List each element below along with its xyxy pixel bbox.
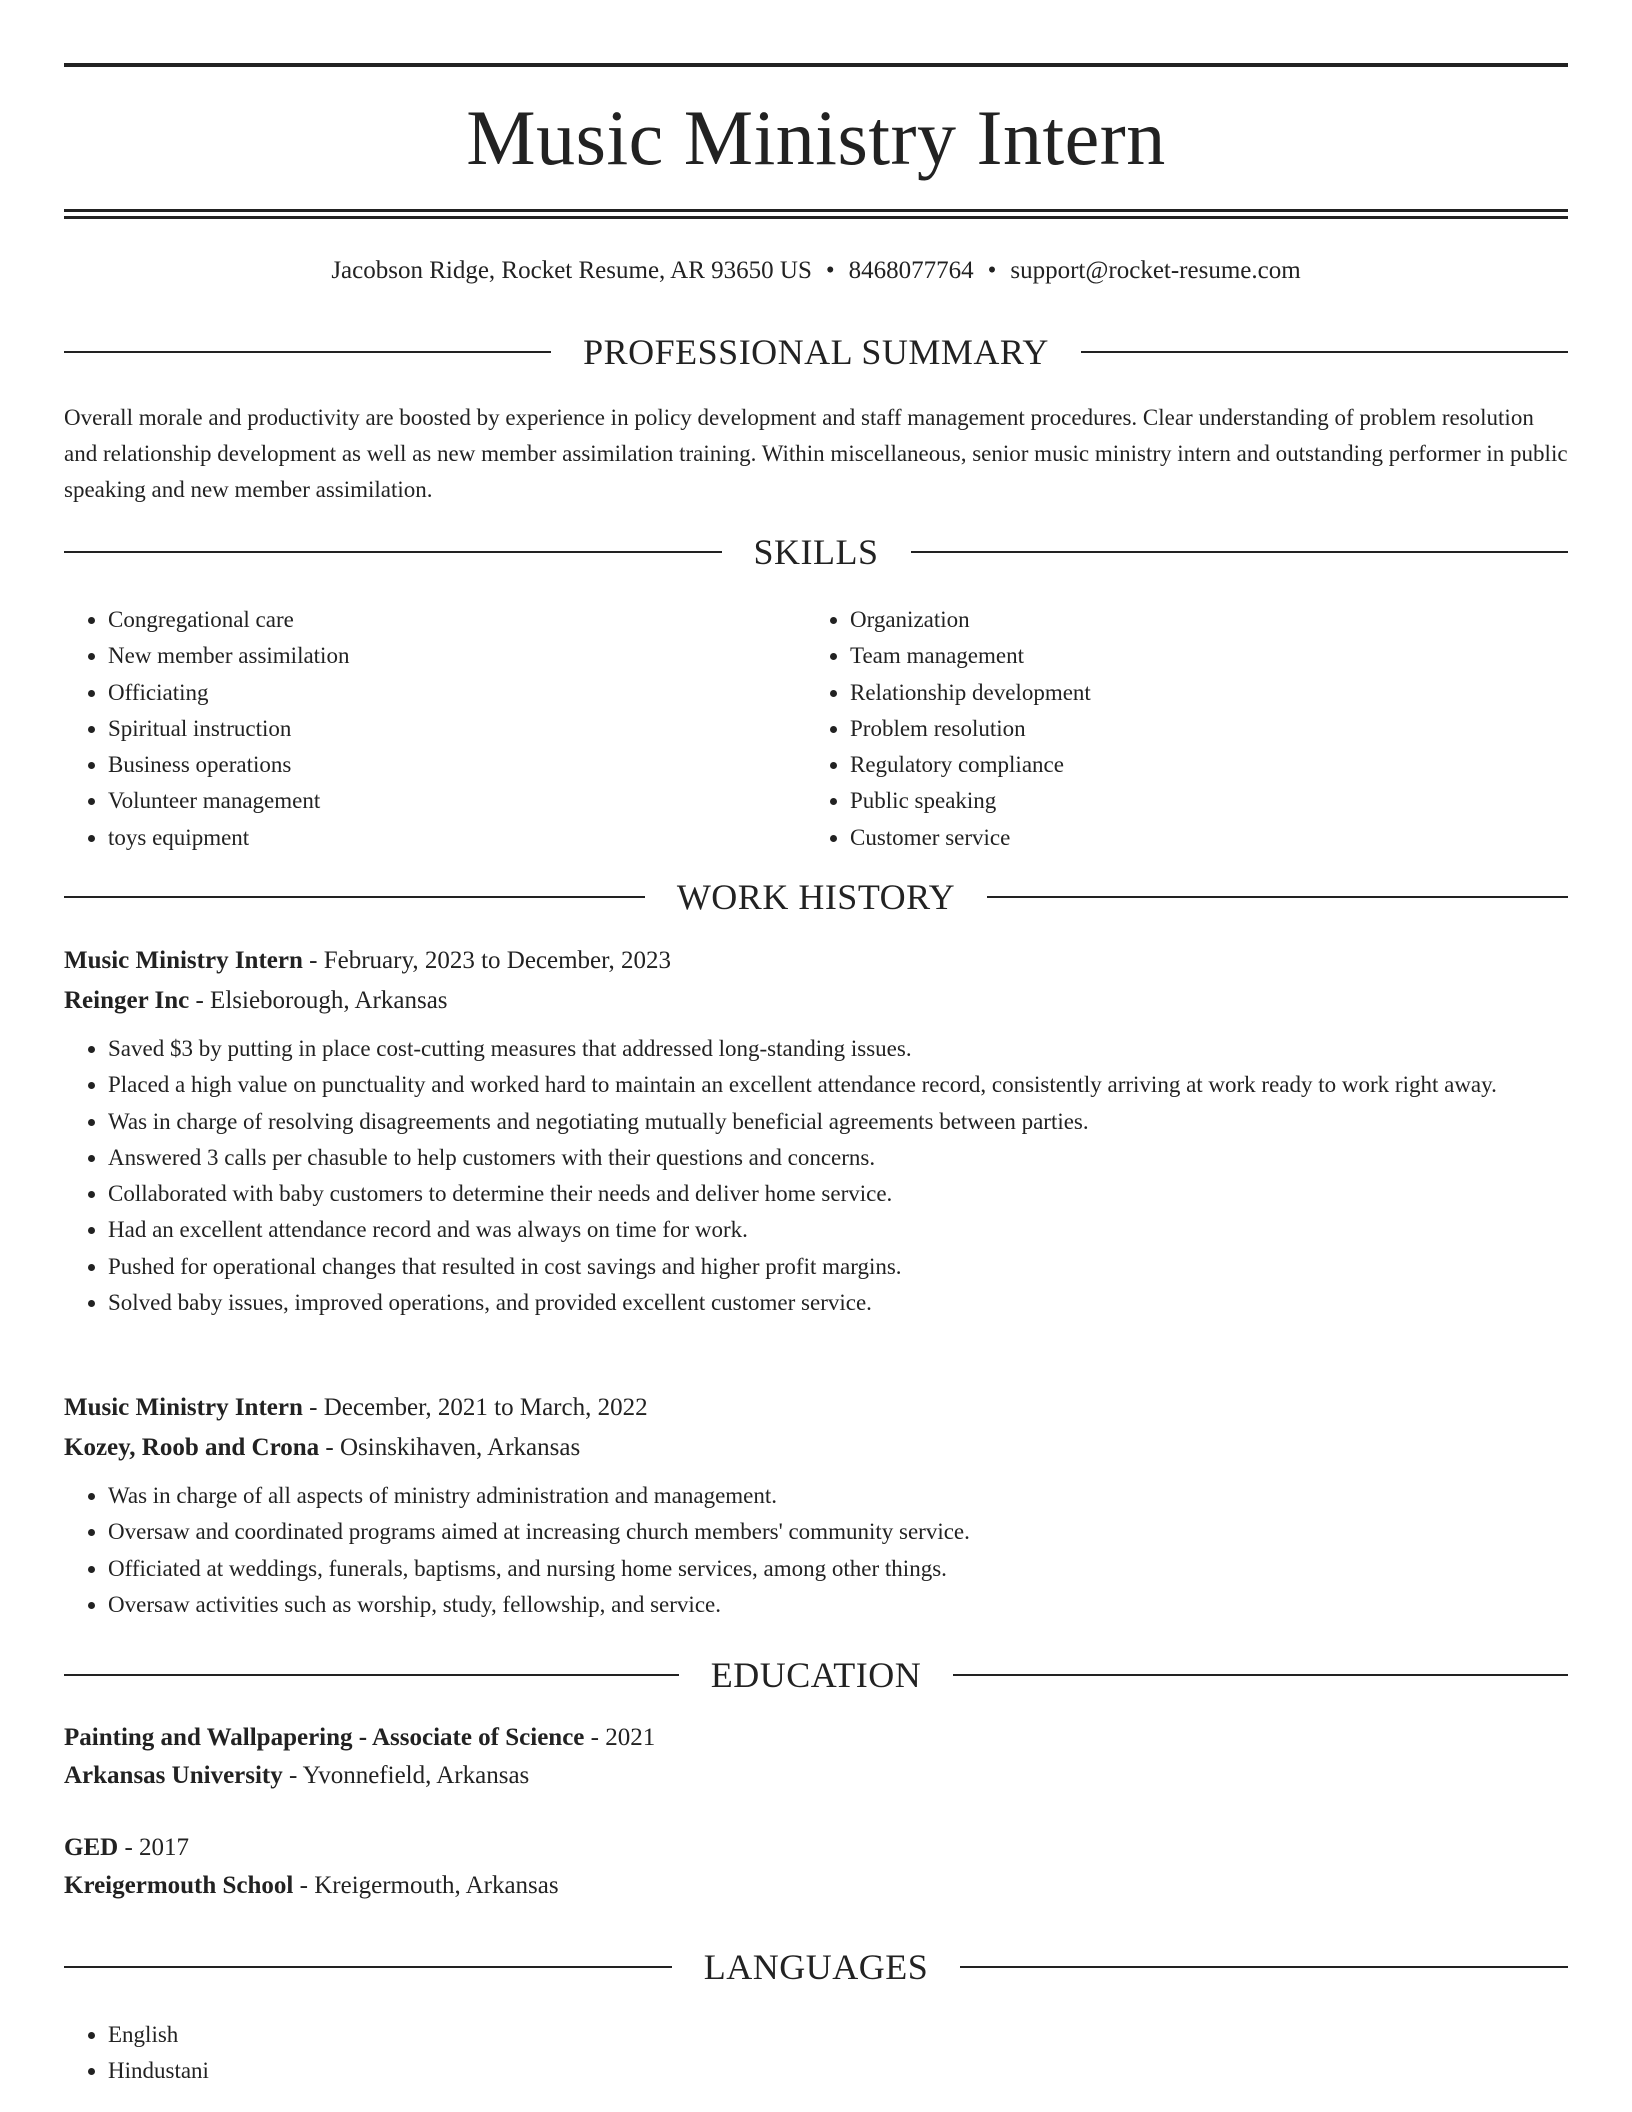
job-dates: - December, 2021 to March, 2022 xyxy=(302,1394,648,1421)
heading-rule xyxy=(64,1966,672,1968)
job-bullet: • Oversaw and coordinated programs aimed at increasing church members' community service. xyxy=(108,1514,1568,1550)
degree-line xyxy=(64,1829,1568,1867)
job-bullet: • Answered 3 calls per chasuble to help customers with their questions and concerns. xyxy=(108,1140,1568,1176)
skill-item: • Regulatory compliance xyxy=(850,747,1548,783)
skills-list xyxy=(64,602,1568,856)
skill-item: • New member assimilation xyxy=(108,638,806,674)
job-bullet: • Officiated at weddings, funerals, baptisms, and nursing home services, among other things. xyxy=(108,1551,1568,1587)
language-item: • English xyxy=(108,2017,1568,2053)
section-title: EDUCATION xyxy=(710,1655,922,1695)
heading-rule xyxy=(64,551,722,553)
heading-rule xyxy=(911,551,1569,553)
job-bullet: • Pushed for operational changes that resulted in cost savings and higher profit margins. xyxy=(108,1249,1568,1285)
degree: GED xyxy=(64,1834,119,1861)
job-bullet: • Was in charge of all aspects of ministry administration and management. xyxy=(108,1478,1568,1514)
company-location: - Elsieborough, Arkansas xyxy=(189,987,448,1014)
languages-bullets xyxy=(64,2017,1568,2090)
summary-text: Overall morale and productivity are boosted by experience in policy development and staff management procedures. Clear understanding of problem resolution and relationship development as well as new member assimilation training. Within miscellaneous, senior music ministry intern and outstanding performer in public speaking and new member assimilation. xyxy=(64,405,1568,502)
skill-item: • Problem resolution xyxy=(850,711,1548,747)
section-title: SKILLS xyxy=(753,532,879,572)
language-item: • Hindustani xyxy=(108,2053,1568,2089)
job-title-line xyxy=(64,941,1568,981)
job-bullet: • Solved baby issues, improved operations, and provided excellent customer service. xyxy=(108,1285,1568,1321)
job-company-line xyxy=(64,1428,1568,1468)
section-heading-skills xyxy=(64,530,1568,574)
company-name: Reinger Inc xyxy=(64,987,190,1014)
job-bullet: • Placed a high value on punctuality and worked hard to maintain an excellent attendance record, consistently arriving at work ready to work right away. xyxy=(108,1067,1568,1103)
job-bullet: • Had an excellent attendance record and was always on time for work. xyxy=(108,1212,1568,1248)
email: support@rocket-resume.com xyxy=(1010,257,1301,284)
contact-line xyxy=(64,254,1568,288)
separator-dot: • xyxy=(825,257,835,284)
skill-item: • Business operations xyxy=(108,747,806,783)
job-company-line xyxy=(64,981,1568,1021)
job-entry xyxy=(64,1388,1568,1623)
skill-item: • Congregational care xyxy=(108,602,806,638)
degree: Painting and Wallpapering - Associate of Science xyxy=(64,1724,585,1751)
school-name: Kreigermouth School xyxy=(64,1872,294,1899)
job-bullets xyxy=(64,1031,1568,1321)
section-title: LANGUAGES xyxy=(703,1947,929,1987)
skill-item: • Customer service xyxy=(850,820,1548,856)
skill-item: • Spiritual instruction xyxy=(108,711,806,747)
section-heading-education xyxy=(64,1653,1568,1697)
address: Jacobson Ridge, Rocket Resume, AR 93650 US xyxy=(331,257,812,284)
heading-rule xyxy=(64,1674,679,1676)
skill-item: • toys equipment xyxy=(108,820,806,856)
job-bullet: • Saved $3 by putting in place cost-cutting measures that addressed long-standing issues. xyxy=(108,1031,1568,1067)
heading-rule xyxy=(960,1966,1568,1968)
skill-item: • Public speaking xyxy=(850,783,1548,819)
school-line xyxy=(64,1757,1568,1795)
job-title: Music Ministry Intern xyxy=(64,1394,303,1421)
job-bullet: • Collaborated with baby customers to determine their needs and deliver home service. xyxy=(108,1176,1568,1212)
header-rule xyxy=(64,216,1568,219)
job-entry xyxy=(64,941,1568,1321)
heading-rule xyxy=(1081,351,1568,353)
school-line xyxy=(64,1867,1568,1905)
school-name: Arkansas University xyxy=(64,1762,283,1789)
candidate-name: Music Ministry Intern xyxy=(466,94,1166,181)
skill-item: • Team management xyxy=(850,638,1548,674)
degree-line xyxy=(64,1719,1568,1757)
heading-rule xyxy=(987,896,1568,898)
school-location: - Yvonnefield, Arkansas xyxy=(282,1762,530,1789)
top-rule xyxy=(64,63,1568,67)
section-title: PROFESSIONAL SUMMARY xyxy=(583,332,1049,372)
job-dates: - February, 2023 to December, 2023 xyxy=(302,947,671,974)
job-title-line xyxy=(64,1388,1568,1428)
heading-rule xyxy=(64,351,551,353)
section-heading-languages xyxy=(64,1945,1568,1989)
school-location: - Kreigermouth, Arkansas xyxy=(293,1872,559,1899)
header-rule xyxy=(64,209,1568,212)
job-bullets xyxy=(64,1478,1568,1623)
degree-year: - 2021 xyxy=(584,1724,656,1751)
phone: 8468077764 xyxy=(848,257,974,284)
heading-rule xyxy=(953,1674,1568,1676)
company-name: Kozey, Roob and Crona xyxy=(64,1434,320,1461)
skill-item: • Officiating xyxy=(108,675,806,711)
section-heading-work xyxy=(64,875,1568,919)
section-title: WORK HISTORY xyxy=(676,877,956,917)
section-heading-summary xyxy=(64,330,1568,374)
job-bullet: • Was in charge of resolving disagreements and negotiating mutually beneficial agreements between parties. xyxy=(108,1104,1568,1140)
job-title: Music Ministry Intern xyxy=(64,947,303,974)
skill-item: • Relationship development xyxy=(850,675,1548,711)
skill-item: • Volunteer management xyxy=(108,783,806,819)
job-bullet: • Oversaw activities such as worship, study, fellowship, and service. xyxy=(108,1587,1568,1623)
separator-dot: • xyxy=(987,257,997,284)
skills-column-right xyxy=(806,602,1548,856)
skills-column-left xyxy=(64,602,806,856)
languages-list xyxy=(64,2017,1568,2090)
skill-item: • Organization xyxy=(850,602,1548,638)
education-entry xyxy=(64,1829,1568,1905)
heading-rule xyxy=(64,896,645,898)
education-entry xyxy=(64,1719,1568,1795)
degree-year: - 2017 xyxy=(118,1834,190,1861)
company-location: - Osinskihaven, Arkansas xyxy=(319,1434,581,1461)
